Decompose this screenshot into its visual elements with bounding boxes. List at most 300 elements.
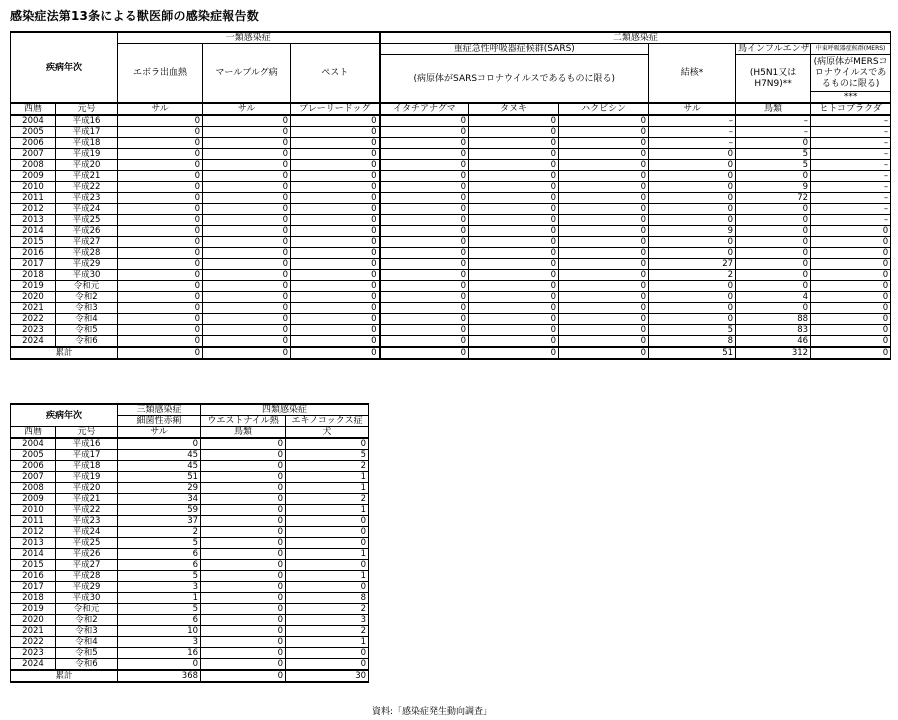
era-cell: 平成20 (56, 483, 118, 494)
page-title: 感染症法第13条による獣医師の感染症報告数 (10, 9, 259, 23)
count-cell: 0 (380, 281, 469, 292)
count-cell: 0 (469, 292, 559, 303)
count-cell: 0 (559, 138, 649, 149)
count-cell: 0 (811, 292, 891, 303)
disease-sars: 重症急性呼吸器症候群(SARS) (380, 44, 649, 55)
count-cell: – (811, 138, 891, 149)
count-cell: 0 (203, 237, 291, 248)
count-cell: 0 (203, 292, 291, 303)
count-cell: 0 (286, 560, 369, 571)
year-cell: 2005 (11, 450, 56, 461)
table-row (11, 281, 891, 292)
table-row (11, 461, 369, 472)
count-cell: 6 (118, 615, 201, 626)
table-row (11, 270, 891, 281)
era-cell: 平成16 (56, 115, 118, 127)
count-cell: 0 (736, 259, 811, 270)
year-cell: 2006 (11, 138, 56, 149)
era-cell: 令和5 (56, 325, 118, 336)
count-cell: 0 (118, 303, 203, 314)
count-cell: 0 (291, 215, 380, 226)
count-cell: 16 (118, 648, 201, 659)
count-cell: 3 (118, 637, 201, 648)
mers-stars: *** (811, 92, 891, 104)
count-cell: 5 (649, 325, 736, 336)
source-note: 資料:「感染症発生動向調査」 (372, 707, 493, 717)
count-cell: 0 (380, 248, 469, 259)
count-cell: 0 (559, 281, 649, 292)
avian-flu-note: (H5N1又はH7N9)** (736, 55, 811, 104)
count-cell: – (811, 149, 891, 160)
table-row (11, 226, 891, 237)
animal-label: ヒトコブラクダ (811, 103, 891, 115)
count-cell: – (649, 138, 736, 149)
year-cell: 2004 (11, 115, 56, 127)
year-cell: 2012 (11, 527, 56, 538)
count-cell: 0 (203, 226, 291, 237)
count-cell: 0 (118, 193, 203, 204)
count-cell: 0 (291, 226, 380, 237)
count-cell: 0 (649, 281, 736, 292)
count-cell: 0 (291, 138, 380, 149)
count-cell: 3 (286, 615, 369, 626)
count-cell: 0 (559, 215, 649, 226)
count-cell: 0 (203, 215, 291, 226)
count-cell: 0 (469, 325, 559, 336)
year-cell: 2009 (11, 494, 56, 505)
animal-label: 鳥類 (736, 103, 811, 115)
era-cell: 平成17 (56, 450, 118, 461)
animal-label: サル (118, 427, 201, 439)
count-cell: 0 (380, 115, 469, 127)
count-cell: 0 (559, 127, 649, 138)
count-cell: 0 (291, 149, 380, 160)
count-cell: 0 (203, 193, 291, 204)
era-cell: 令和4 (56, 314, 118, 325)
count-cell: 0 (559, 226, 649, 237)
count-cell: 0 (286, 582, 369, 593)
table-row (11, 237, 891, 248)
table-row (11, 615, 369, 626)
era-cell: 平成20 (56, 160, 118, 171)
count-cell: 0 (559, 259, 649, 270)
count-cell: 0 (118, 138, 203, 149)
table-row (11, 483, 369, 494)
count-cell: 0 (201, 604, 286, 615)
count-cell: 0 (203, 325, 291, 336)
count-cell: 1 (118, 593, 201, 604)
year-cell: 2007 (11, 149, 56, 160)
era-cell: 令和6 (56, 659, 118, 671)
count-cell: 2 (286, 604, 369, 615)
count-cell: 0 (380, 226, 469, 237)
count-cell: 5 (118, 604, 201, 615)
table-row (11, 450, 369, 461)
col-year: 西暦 (11, 103, 56, 115)
count-cell: 0 (559, 292, 649, 303)
count-cell: 5 (286, 450, 369, 461)
count-cell: 88 (736, 314, 811, 325)
count-cell: 0 (380, 314, 469, 325)
count-cell: 0 (469, 127, 559, 138)
year-cell: 2013 (11, 215, 56, 226)
count-cell: 29 (118, 483, 201, 494)
count-cell: 0 (559, 325, 649, 336)
era-cell: 平成28 (56, 571, 118, 582)
disease-marburg: マールブルグ病 (203, 44, 291, 104)
count-cell: – (811, 204, 891, 215)
table-row (11, 604, 369, 615)
count-cell: 0 (811, 259, 891, 270)
count-cell: 0 (380, 149, 469, 160)
table-row (11, 259, 891, 270)
table-row (11, 516, 369, 527)
count-cell: 0 (649, 204, 736, 215)
count-cell: 0 (201, 461, 286, 472)
count-cell: 0 (118, 270, 203, 281)
count-cell: 0 (736, 226, 811, 237)
count-cell: 0 (118, 182, 203, 193)
count-cell: – (811, 171, 891, 182)
table-row (11, 494, 369, 505)
total-cell: 0 (469, 347, 559, 359)
animal-label: タヌキ (469, 103, 559, 115)
count-cell: 0 (203, 115, 291, 127)
count-cell: 0 (118, 292, 203, 303)
table-row (11, 325, 891, 336)
count-cell: 0 (118, 325, 203, 336)
total-cell: 0 (559, 347, 649, 359)
era-cell: 平成27 (56, 560, 118, 571)
year-cell: 2018 (11, 593, 56, 604)
count-cell: 2 (649, 270, 736, 281)
disease-tuberculosis: 結核* (649, 44, 736, 104)
era-cell: 平成25 (56, 215, 118, 226)
disease-ebola: エボラ出血熱 (118, 44, 203, 104)
total-label: 累計 (11, 347, 118, 359)
era-cell: 平成23 (56, 193, 118, 204)
col-era: 元号 (56, 103, 118, 115)
count-cell: 0 (118, 659, 201, 671)
count-cell: 0 (286, 516, 369, 527)
count-cell: 1 (286, 505, 369, 516)
sars-note: (病原体がSARSコロナウイルスであるものに限る) (380, 55, 649, 104)
count-cell: 0 (469, 336, 559, 348)
count-cell: 0 (811, 303, 891, 314)
count-cell: – (649, 127, 736, 138)
count-cell: 0 (811, 270, 891, 281)
count-cell: 0 (649, 149, 736, 160)
count-cell: 0 (811, 325, 891, 336)
group-class2: 二類感染症 (380, 32, 891, 44)
era-cell: 令和元 (56, 281, 118, 292)
group-class3: 三類感染症 (118, 404, 201, 416)
count-cell: 0 (201, 494, 286, 505)
table-row (11, 160, 891, 171)
year-cell: 2017 (11, 259, 56, 270)
count-cell: 0 (203, 204, 291, 215)
count-cell: – (811, 127, 891, 138)
count-cell: 0 (559, 160, 649, 171)
year-cell: 2004 (11, 438, 56, 450)
count-cell: 0 (736, 215, 811, 226)
table-row (11, 193, 891, 204)
count-cell: 0 (380, 325, 469, 336)
count-cell: 0 (118, 115, 203, 127)
count-cell: 0 (380, 336, 469, 348)
year-cell: 2020 (11, 292, 56, 303)
year-cell: 2022 (11, 637, 56, 648)
count-cell: 0 (736, 270, 811, 281)
count-cell: 0 (118, 149, 203, 160)
year-cell: 2021 (11, 626, 56, 637)
total-cell: 51 (649, 347, 736, 359)
count-cell: 0 (380, 215, 469, 226)
total-cell: 30 (286, 670, 369, 682)
total-cell: 0 (118, 347, 203, 359)
animal-label: サル (118, 103, 203, 115)
era-cell: 令和元 (56, 604, 118, 615)
count-cell: 0 (203, 160, 291, 171)
year-cell: 2011 (11, 516, 56, 527)
year-cell: 2009 (11, 171, 56, 182)
count-cell: 0 (201, 472, 286, 483)
table-row (11, 505, 369, 516)
year-cell: 2015 (11, 237, 56, 248)
year-cell: 2016 (11, 248, 56, 259)
table-row (11, 303, 891, 314)
era-cell: 平成26 (56, 549, 118, 560)
count-cell: 0 (649, 160, 736, 171)
count-cell: 0 (118, 259, 203, 270)
count-cell: 0 (559, 204, 649, 215)
count-cell: – (811, 160, 891, 171)
count-cell: 0 (291, 259, 380, 270)
count-cell: – (811, 193, 891, 204)
year-cell: 2011 (11, 193, 56, 204)
count-cell: 1 (286, 472, 369, 483)
count-cell: 0 (118, 281, 203, 292)
count-cell: 0 (291, 336, 380, 348)
table-row (11, 648, 369, 659)
count-cell: 0 (118, 336, 203, 348)
count-cell: 0 (649, 215, 736, 226)
count-cell: 0 (811, 336, 891, 348)
count-cell: 0 (469, 259, 559, 270)
year-cell: 2024 (11, 659, 56, 671)
disease-west-nile: ウエストナイル熱 (201, 416, 286, 427)
table-row (11, 438, 369, 450)
total-label: 累計 (11, 670, 118, 682)
table-row (11, 138, 891, 149)
era-cell: 令和4 (56, 637, 118, 648)
count-cell: 0 (286, 648, 369, 659)
total-cell: 368 (118, 670, 201, 682)
era-cell: 平成28 (56, 248, 118, 259)
count-cell: 0 (736, 204, 811, 215)
count-cell: 0 (559, 193, 649, 204)
count-cell: 0 (291, 314, 380, 325)
count-cell: 0 (291, 204, 380, 215)
count-cell: 5 (736, 160, 811, 171)
era-cell: 平成26 (56, 226, 118, 237)
era-cell: 平成30 (56, 270, 118, 281)
count-cell: 0 (469, 160, 559, 171)
count-cell: 0 (201, 593, 286, 604)
count-cell: 2 (286, 461, 369, 472)
year-cell: 2016 (11, 571, 56, 582)
year-cell: 2010 (11, 505, 56, 516)
count-cell: 0 (291, 160, 380, 171)
count-cell: 0 (649, 303, 736, 314)
count-cell: 0 (736, 303, 811, 314)
table-row (11, 127, 891, 138)
count-cell: 0 (291, 281, 380, 292)
count-cell: 0 (469, 149, 559, 160)
animal-label: 犬 (286, 427, 369, 439)
count-cell: 0 (291, 292, 380, 303)
total-cell: 0 (291, 347, 380, 359)
total-cell: 0 (811, 347, 891, 359)
count-cell: 6 (118, 560, 201, 571)
count-cell: 0 (469, 314, 559, 325)
count-cell: 0 (291, 303, 380, 314)
count-cell: 0 (469, 138, 559, 149)
count-cell: 0 (736, 281, 811, 292)
count-cell: 0 (380, 160, 469, 171)
count-cell: 0 (559, 270, 649, 281)
count-cell: 5 (736, 149, 811, 160)
total-cell: 0 (201, 670, 286, 682)
count-cell: 0 (649, 248, 736, 259)
era-cell: 令和6 (56, 336, 118, 348)
count-cell: 0 (469, 193, 559, 204)
year-cell: 2019 (11, 604, 56, 615)
count-cell: 0 (559, 115, 649, 127)
animal-label: イタチアナグマ (380, 103, 469, 115)
count-cell: 0 (559, 149, 649, 160)
count-cell: 0 (118, 160, 203, 171)
year-cell: 2023 (11, 325, 56, 336)
table-row (11, 314, 891, 325)
year-cell: 2017 (11, 582, 56, 593)
count-cell: 0 (469, 281, 559, 292)
table-row (11, 593, 369, 604)
count-cell: 0 (469, 237, 559, 248)
count-cell: 51 (118, 472, 201, 483)
era-cell: 令和5 (56, 648, 118, 659)
table-row (11, 659, 369, 671)
count-cell: 0 (380, 193, 469, 204)
disease-echinococcosis: エキノコックス症 (286, 416, 369, 427)
era-cell: 平成21 (56, 171, 118, 182)
count-cell: 0 (201, 516, 286, 527)
count-cell: 0 (469, 171, 559, 182)
count-cell: 0 (811, 314, 891, 325)
count-cell: 45 (118, 461, 201, 472)
animal-label: ハクビシン (559, 103, 649, 115)
year-cell: 2020 (11, 615, 56, 626)
era-cell: 平成19 (56, 149, 118, 160)
count-cell: 10 (118, 626, 201, 637)
count-cell: 0 (811, 226, 891, 237)
table-row (11, 549, 369, 560)
count-cell: 0 (559, 336, 649, 348)
count-cell: 0 (469, 215, 559, 226)
table-row (11, 149, 891, 160)
count-cell: 34 (118, 494, 201, 505)
count-cell: 3 (118, 582, 201, 593)
year-cell: 2015 (11, 560, 56, 571)
era-cell: 令和3 (56, 626, 118, 637)
disease-avian-flu: 鳥インフルエンザ (736, 44, 811, 55)
count-cell: 0 (736, 171, 811, 182)
year-cell: 2007 (11, 472, 56, 483)
count-cell: 2 (286, 626, 369, 637)
table-row (11, 336, 891, 348)
count-cell: 0 (201, 582, 286, 593)
count-cell: 0 (201, 538, 286, 549)
count-cell: 0 (201, 438, 286, 450)
count-cell: 0 (201, 626, 286, 637)
count-cell: 0 (649, 237, 736, 248)
count-cell: 0 (380, 237, 469, 248)
count-cell: 6 (118, 549, 201, 560)
count-cell: 0 (559, 237, 649, 248)
count-cell: 0 (469, 182, 559, 193)
col-era: 元号 (56, 427, 118, 439)
animal-label: サル (649, 103, 736, 115)
count-cell: 0 (203, 171, 291, 182)
count-cell: 0 (201, 450, 286, 461)
table-row (11, 527, 369, 538)
era-cell: 平成22 (56, 505, 118, 516)
count-cell: 0 (380, 182, 469, 193)
count-cell: 0 (286, 538, 369, 549)
row-header: 疾病年次 (11, 32, 118, 103)
era-cell: 平成17 (56, 127, 118, 138)
table-row (11, 292, 891, 303)
total-cell: 0 (380, 347, 469, 359)
disease-mers: 中東呼吸器症候群(MERS) (811, 44, 891, 55)
count-cell: 0 (291, 270, 380, 281)
year-cell: 2014 (11, 549, 56, 560)
count-cell: 2 (286, 494, 369, 505)
count-cell: 0 (559, 182, 649, 193)
count-cell: 0 (469, 270, 559, 281)
table-row (11, 472, 369, 483)
era-cell: 平成18 (56, 461, 118, 472)
count-cell: 0 (380, 204, 469, 215)
count-cell: 0 (649, 292, 736, 303)
count-cell: 0 (203, 138, 291, 149)
count-cell: – (736, 115, 811, 127)
count-cell: 0 (203, 336, 291, 348)
count-cell: 1 (286, 637, 369, 648)
count-cell: 0 (201, 505, 286, 516)
count-cell: 0 (291, 182, 380, 193)
table-row (11, 560, 369, 571)
count-cell: 59 (118, 505, 201, 516)
count-cell: 0 (559, 248, 649, 259)
count-cell: 27 (649, 259, 736, 270)
count-cell: 0 (380, 292, 469, 303)
count-cell: 0 (118, 438, 201, 450)
count-cell: 0 (469, 115, 559, 127)
count-cell: 0 (291, 325, 380, 336)
count-cell: 0 (469, 226, 559, 237)
count-cell: 0 (118, 314, 203, 325)
